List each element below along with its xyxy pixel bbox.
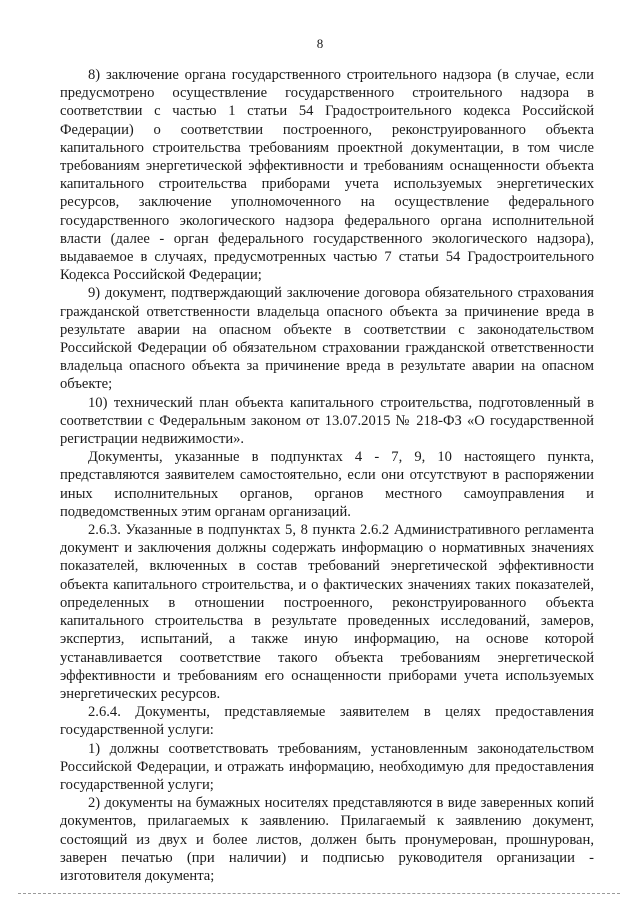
document-body: [60, 66, 594, 885]
paragraph-item-8: 8) заключение органа государственного строительного надзора (в случае, если предусмотрено осуществление государственного строительного надзора в соответствии с частью 1 статьи 54 Градостроительного кодекса Российской Федерации) о соответствии построенного, реконструированного объекта капитального строительства требованиям проектной документации, в том числе требованиям энергетической эффективности и требованиям оснащенности объекта капитального строительства приборами учета используемых энергетических ресурсов, заключение уполномоченного на осуществление федерального государственного экологического надзора федерального органа исполнительной власти (далее - орган федерального государственного экологического надзора), выдаваемое в случаях, предусмотренных частью 7 статьи 54 Градостроительного Кодекса Российской Федерации;: [60, 67, 594, 284]
bottom-divider: [18, 893, 620, 894]
paragraph-2-6-4-item-2: 2) документы на бумажных носителях представляются в виде заверенных копий документов, прилагаемых к заявлению. Прилагаемый к заявлению документ, состоящий из двух и более листов, должен быть пронумерован, прошнурован, заверен печатью (при наличии) и подписью руководителя организации - изготовителя документа;: [60, 795, 594, 884]
paragraph-2-6-4-item-1: 1) должны соответствовать требованиям, установленным законодательством Российской Федерации, и отражать информацию, необходимую для предоставления государственной услуги;: [60, 740, 594, 793]
paragraph-item-10: 10) технический план объекта капитального строительства, подготовленный в соответствии с Федеральным законом от 13.07.2015 № 218-ФЗ «О государственной регистрации недвижимости».: [60, 394, 594, 448]
paragraph-2-6-4: 2.6.4. Документы, представляемые заявителем в целях предоставления государственной услуги:: [60, 704, 594, 739]
paragraph-documents-note: Документы, указанные в подпунктах 4 - 7, 9, 10 настоящего пункта, представляются заявителем самостоятельно, если они отсутствуют в распоряжении иных исполнительных органов, органов местного самоуправления и подведомственных этим органам организаций.: [60, 449, 594, 520]
paragraph-item-9: 9) документ, подтверждающий заключение договора обязательного страхования гражданской ответственности владельца опасного объекта за причинение вреда в результате аварии на опасном объекте в соответствии с законодательством Российской Федерации об обязательном страховании гражданской ответственности владельца опасного объекта за причинение вреда в результате аварии на опасном объекте;: [60, 285, 594, 393]
paragraph-2-6-3: 2.6.3. Указанные в подпунктах 5, 8 пункта 2.6.2 Административного регламента документ и заключения должны содержать информацию о нормативных значениях показателей, включенных в состав требований энергетической эффективности объекта капитального строительства, и о фактических значениях таких показателей, определенных в отношении построенного, реконструированного объекта капитального строительства в результате проведенных исследований, замеров, экспертиз, испытаний, а также иную информацию, на основе которой устанавливается соответствие такого объекта требованиям энергетической эффективности и требованиям его оснащенности приборами учета используемых энергетических ресурсов.: [60, 522, 594, 702]
page-number: 8: [316, 36, 324, 51]
